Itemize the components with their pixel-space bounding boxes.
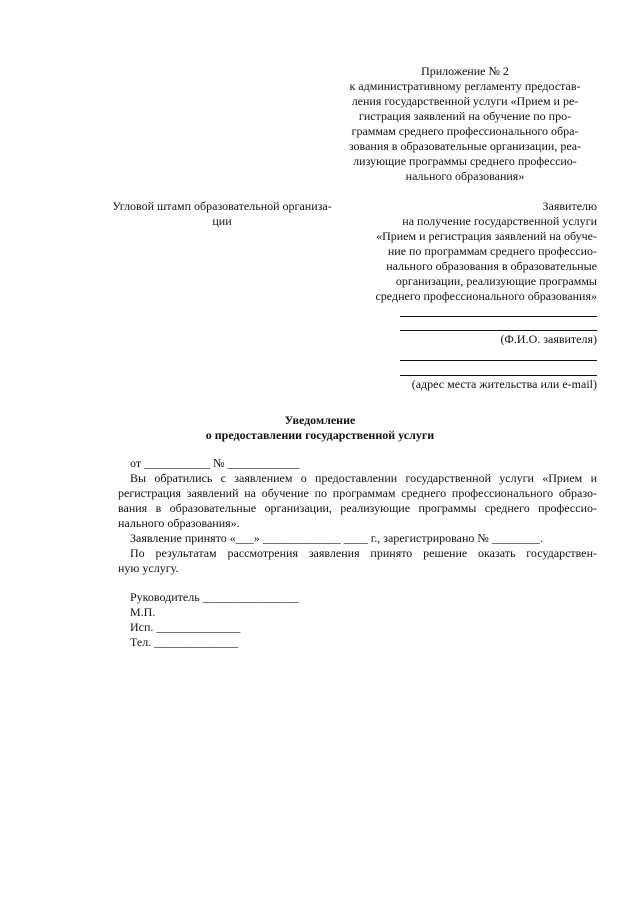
title-line: о предоставлении государственной услуги: [205, 428, 435, 442]
appendix-line: гистрация заявлений на обучение по про-: [358, 109, 572, 123]
applicant-line: нального образования в образовательные: [386, 259, 597, 273]
applicant-line: «Прием и регистрация заявлений на обуче-: [376, 229, 597, 243]
appendix-heading: Приложение № 2: [421, 64, 509, 78]
paragraph-line: вания в образовательные организации, реализующие программы среднего профессио-: [118, 501, 597, 515]
fio-rule: [400, 316, 597, 317]
paragraph-line: нального образования».: [118, 516, 240, 530]
seal-label: М.П.: [130, 605, 156, 619]
from-number-line: от ___________ № ____________: [130, 456, 300, 470]
appendix-line: лизующие программы среднего профессио-: [353, 154, 577, 168]
fio-caption: (Ф.И.О. заявителя): [500, 332, 597, 346]
corner-stamp-label: [98, 199, 346, 229]
appendix-line: нального образования»: [405, 169, 525, 183]
applicant-line: организации, реализующие программы: [395, 274, 597, 288]
head-signature-line: Руководитель ________________: [130, 590, 299, 604]
signature-block: [130, 590, 350, 650]
accepted-line: Заявление принято «___» _____________ ____ г., зарегистрировано № ________.: [130, 531, 543, 545]
fio-rule: [400, 330, 597, 331]
notice-body: [118, 456, 597, 576]
stamp-line: Угловой штамп образовательной организа-: [112, 199, 332, 213]
appendix-line: к административному регламенту предостав-: [349, 79, 581, 93]
paragraph-line: ную услугу.: [118, 561, 179, 575]
applicant-line: Заявителю: [542, 199, 597, 213]
phone-line: Тел. ______________: [130, 635, 239, 649]
appendix-line: зования в образовательные организации, реа-: [348, 139, 582, 153]
applicant-line: среднего профессионального образования»: [375, 289, 597, 303]
paragraph-line: регистрация заявлений на обучение по программам среднего профессионального образо-: [118, 486, 597, 500]
applicant-fio-field: [400, 306, 597, 347]
applicant-block: [340, 199, 597, 304]
address-caption: (адрес места жительства или e-mail): [411, 377, 597, 391]
paragraph-line: По результатам рассмотрения заявления принято решение оказать государствен-: [130, 546, 597, 560]
executor-line: Исп. ______________: [130, 620, 241, 634]
appendix-line: ления государственной услуги «Прием и ре-: [351, 94, 579, 108]
title-line: Уведомление: [284, 413, 356, 427]
paragraph-line: Вы обратились с заявлением о предоставлении государственной услуги «Прием и: [130, 471, 597, 485]
stamp-line: ции: [212, 214, 232, 228]
appendix-line: граммам среднего профессионального обра-: [351, 124, 579, 138]
address-rule: [400, 375, 597, 376]
applicant-address-field: [400, 349, 597, 376]
applicant-line: на получение государственной услуги: [402, 214, 597, 228]
address-rule: [400, 360, 597, 361]
notice-title: [0, 413, 640, 443]
appendix-block: [330, 64, 600, 184]
applicant-line: ние по программам среднего профессио-: [387, 244, 597, 258]
